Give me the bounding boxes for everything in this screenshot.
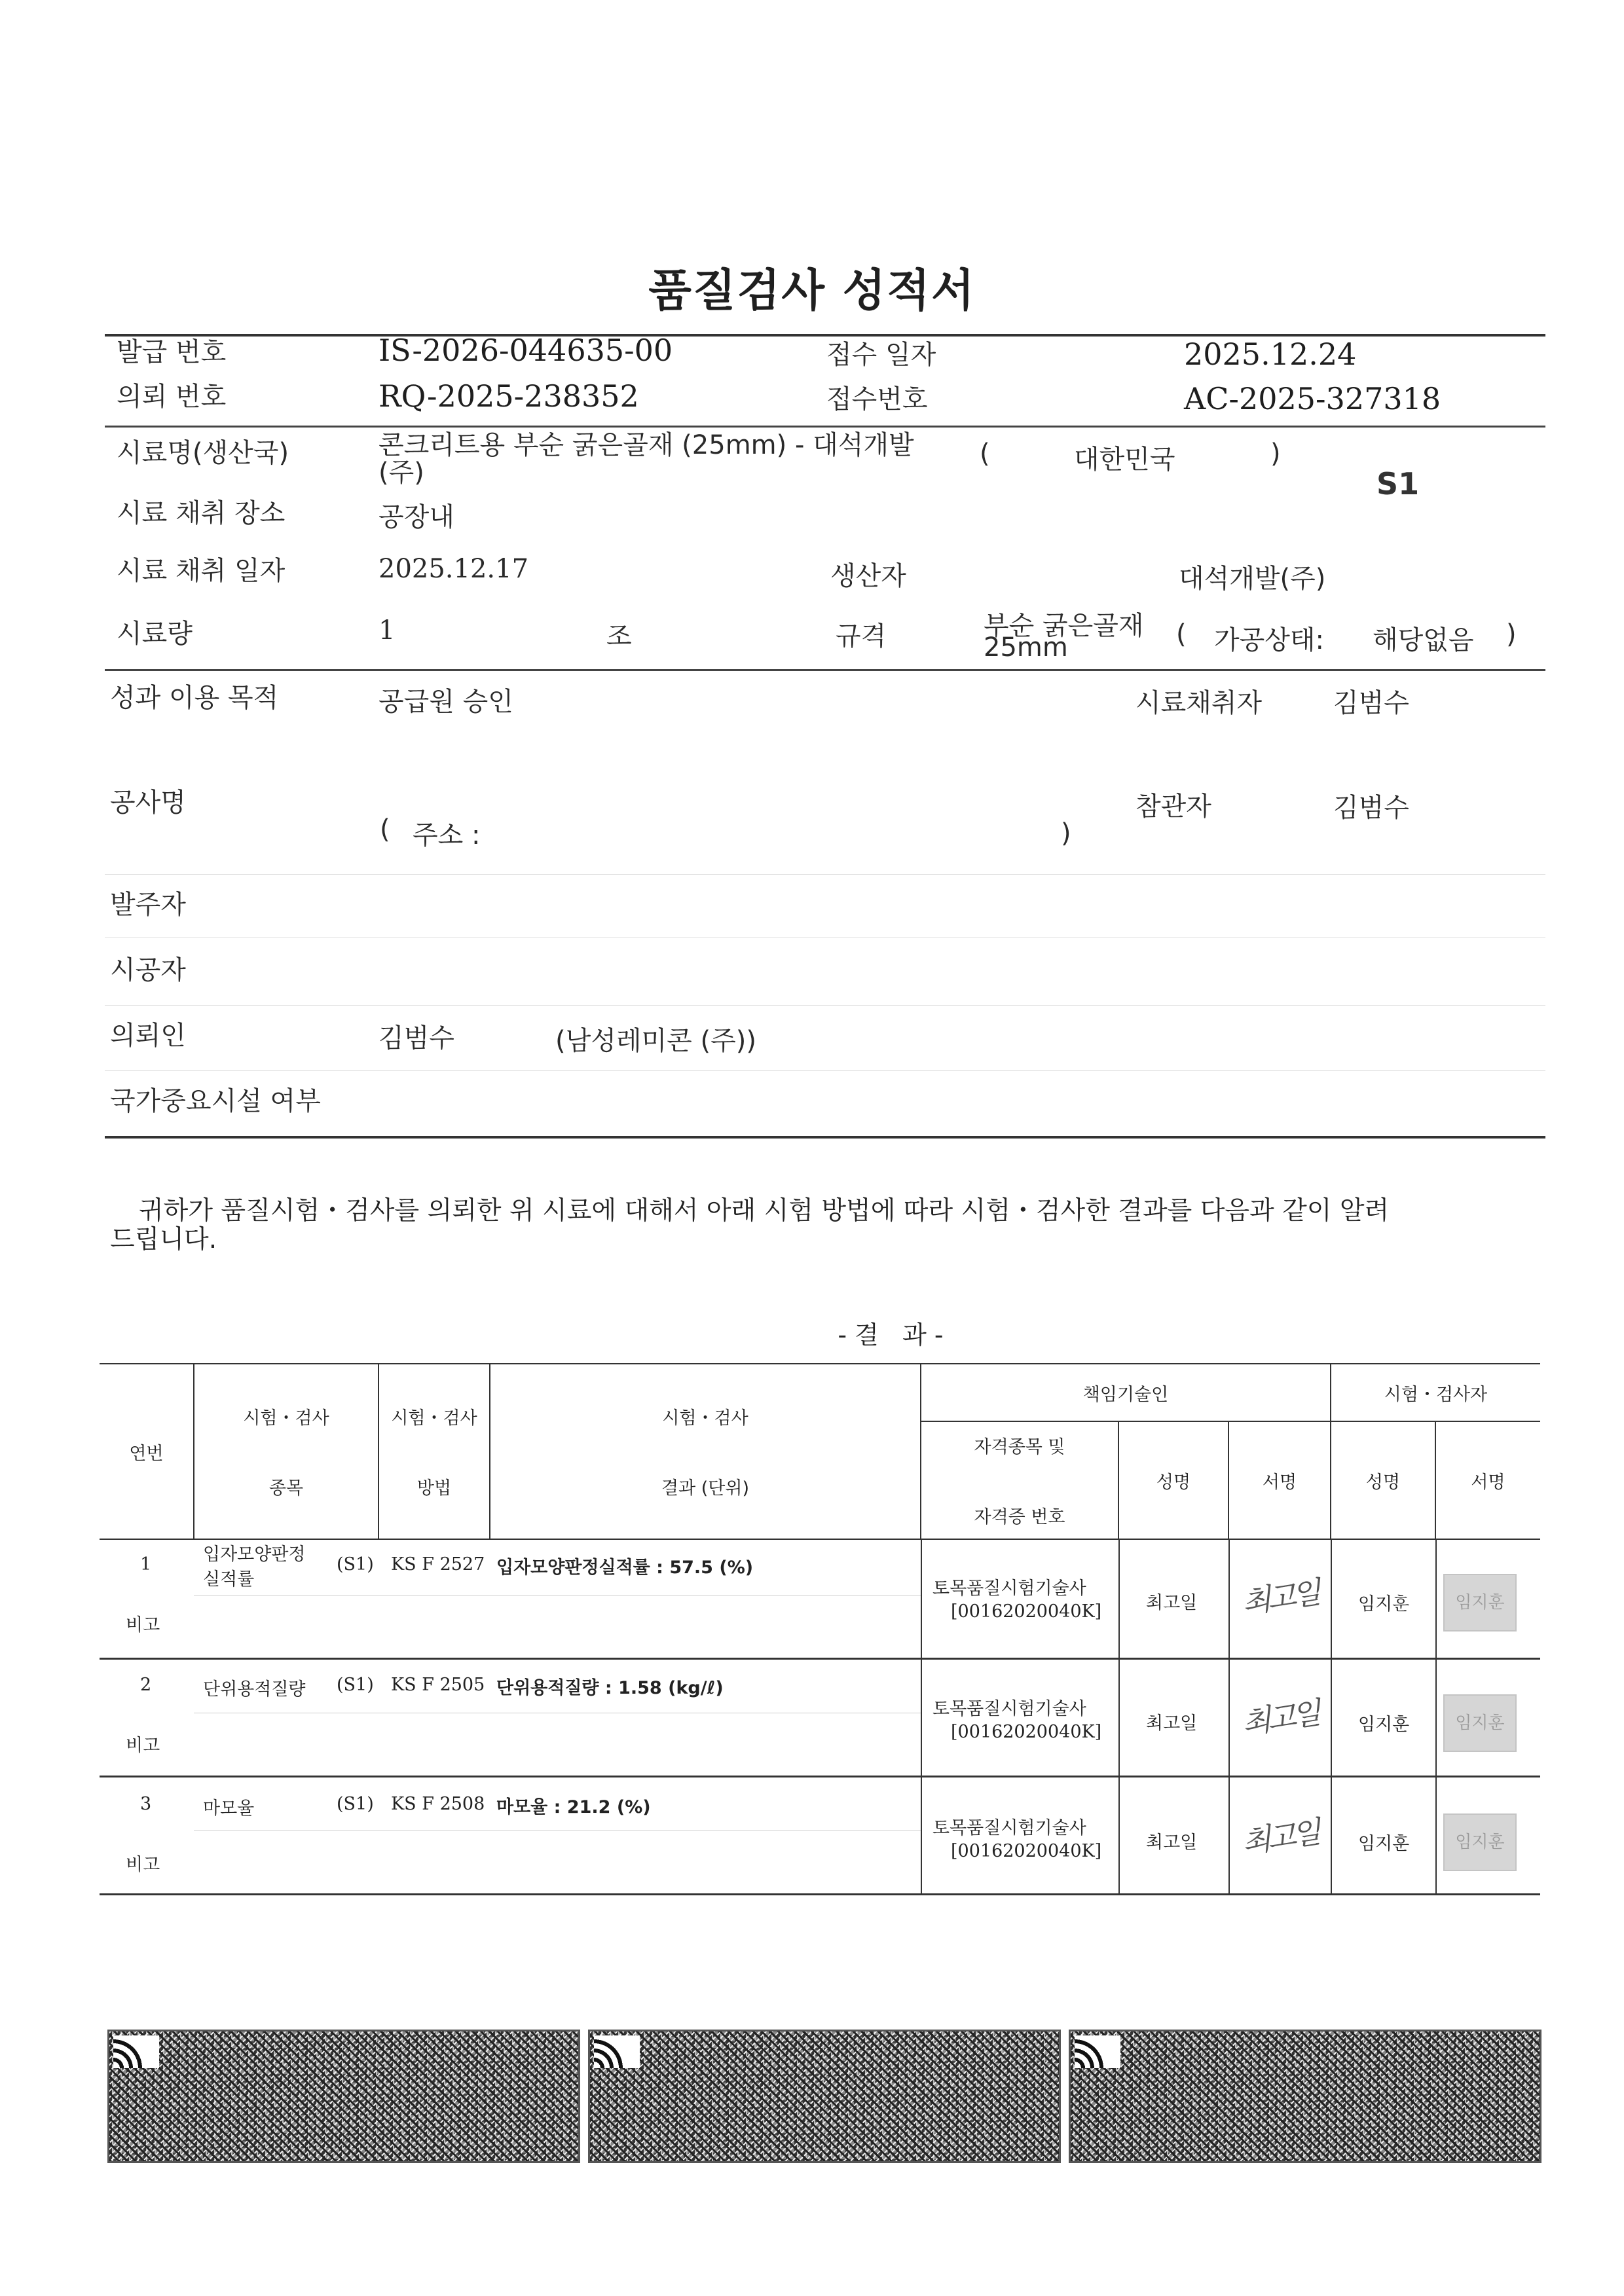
receipt-no-label: 접수번호: [826, 384, 928, 414]
row-sample: (S1): [337, 1794, 374, 1814]
row-license-no: [00162020040K]: [951, 1722, 1102, 1742]
tester-stamp: 임지훈: [1443, 1813, 1517, 1871]
observer: 김범수: [1333, 793, 1409, 823]
requester-company: (남성레미콘 (주)): [555, 1026, 756, 1056]
th-eng-name: 성명: [1118, 1421, 1228, 1539]
sample-date: 2025.12.17: [378, 554, 529, 584]
request-no: RQ-2025-238352: [378, 378, 639, 414]
producer: 대석개발(주): [1179, 564, 1326, 594]
row-tester-name: 임지훈: [1358, 1594, 1410, 1614]
rule-thin: [105, 1005, 1545, 1006]
sample-name-line1: 콘크리트용 부순 굵은골재 (25mm) - 대석개발: [378, 430, 914, 460]
row-license-no: [00162020040K]: [951, 1841, 1102, 1861]
th-item: [194, 1364, 378, 1539]
statement-line2: 드립니다.: [110, 1225, 217, 1254]
rule-bottom: [105, 1136, 1545, 1139]
sample-qty: 1: [378, 615, 396, 646]
document-title: 품질검사 성적서: [648, 265, 976, 317]
sample-code: S1: [1376, 466, 1420, 501]
sample-date-label: 시료 채취 일자: [117, 556, 286, 586]
table-row: [100, 1776, 1540, 1895]
row-qualification: 토목품질시험기술사: [932, 1578, 1086, 1599]
sample-place: 공장내: [378, 502, 454, 532]
spec-line1: 부순 굵은골재: [984, 611, 1144, 641]
engineer-signature: 최고일: [1240, 1695, 1320, 1741]
process-close: ): [1506, 619, 1517, 649]
purpose-label: 성과 이용 목적: [110, 683, 279, 713]
row-result: 마모율 : 21.2 (%): [496, 1797, 651, 1817]
row-remark: 비고: [126, 1615, 160, 1635]
th-engineer: 책임기술인: [921, 1364, 1331, 1421]
row-result: 단위용적질량 : 1.58 (kg/ℓ): [496, 1678, 724, 1698]
barcode-image: [588, 2030, 1061, 2163]
row-eng-name: 최고일: [1146, 1593, 1198, 1613]
row-tester-name: 임지훈: [1358, 1834, 1410, 1854]
country-close: ): [1270, 439, 1281, 469]
table-row: [100, 1658, 1540, 1777]
address-label: 주소 :: [413, 820, 481, 850]
row-result: 입자모양판정실적률 : 57.5 (%): [496, 1558, 754, 1578]
country: 대한민국: [1074, 445, 1175, 475]
results-table-header: [100, 1363, 1540, 1540]
row-method: KS F 2527: [391, 1554, 485, 1575]
issue-no: IS-2026-044635-00: [378, 333, 673, 368]
process-open: (: [1176, 619, 1187, 649]
th-item-top: 시험・검사: [243, 1408, 329, 1429]
rule-thin: [105, 1070, 1545, 1071]
table-row: [100, 1540, 1540, 1660]
th-qual-top: 자격종목 및: [974, 1437, 1065, 1457]
th-tester-name: 성명: [1331, 1421, 1435, 1539]
th-qual-bottom: 자격증 번호: [974, 1507, 1065, 1527]
country-open: (: [980, 439, 990, 469]
th-method: [378, 1364, 490, 1539]
engineer-signature: 최고일: [1240, 1814, 1320, 1860]
address-open: (: [380, 814, 390, 845]
requester: 김범수: [378, 1023, 454, 1053]
th-result: [490, 1364, 921, 1539]
th-item-bottom: 종목: [268, 1478, 304, 1499]
sample-name-label: 시료명(생산국): [117, 438, 289, 468]
row-sample: (S1): [337, 1554, 374, 1575]
sample-name-line2: (주): [378, 458, 424, 488]
th-eng-sign: 서명: [1228, 1421, 1331, 1539]
builder-label: 시공자: [110, 955, 186, 985]
row-remark: 비고: [126, 1736, 160, 1756]
spec-label: 규격: [836, 621, 887, 651]
receipt-date-label: 접수 일자: [826, 340, 936, 370]
rule: [105, 669, 1545, 671]
th-method-top: 시험・검사: [391, 1408, 477, 1429]
row-no: 1: [140, 1554, 152, 1575]
tester-stamp: 임지훈: [1443, 1574, 1517, 1631]
process-label: 가공상태:: [1214, 625, 1325, 655]
row-no: 2: [140, 1675, 152, 1695]
sample-place-label: 시료 채취 장소: [117, 498, 286, 528]
row-method: KS F 2508: [391, 1794, 485, 1814]
sampler: 김범수: [1333, 688, 1409, 718]
row-item-line1: 단위용적질량: [203, 1679, 306, 1700]
row-qualification: 토목품질시험기술사: [932, 1818, 1086, 1838]
sample-qty-unit: 조: [606, 621, 632, 651]
statement-line1: 귀하가 품질시험・검사를 의뢰한 위 시료에 대해서 아래 시험 방법에 따라 시험・검사한 결과를 다음과 같이 알려: [139, 1196, 1390, 1226]
orderer-label: 발주자: [110, 890, 186, 920]
row-qualification: 토목품질시험기술사: [932, 1699, 1086, 1719]
th-result-top: 시험・검사: [662, 1408, 748, 1429]
th-no: 연번: [100, 1364, 194, 1539]
rule-thin: [105, 874, 1545, 875]
row-method: KS F 2505: [391, 1675, 485, 1695]
address-close: ): [1061, 818, 1071, 848]
barcode-image: [107, 2030, 580, 2163]
row-tester-name: 임지훈: [1358, 1715, 1410, 1735]
results-heading: - 결 과 -: [838, 1321, 944, 1349]
row-item-line1: 입자모양판정: [203, 1544, 306, 1565]
engineer-signature: 최고일: [1240, 1575, 1320, 1620]
sample-qty-label: 시료량: [117, 619, 193, 649]
spec-line2: 25mm: [984, 632, 1068, 663]
receipt-date: 2025.12.24: [1184, 337, 1357, 372]
process-value: 해당없음: [1373, 625, 1474, 655]
th-method-bottom: 방법: [416, 1478, 452, 1499]
th-tester-sign: 서명: [1435, 1421, 1540, 1539]
row-remark: 비고: [126, 1855, 160, 1875]
tester-stamp: 임지훈: [1443, 1694, 1517, 1752]
th-tester: 시험・검사자: [1331, 1364, 1540, 1421]
row-license-no: [00162020040K]: [951, 1601, 1102, 1622]
row-eng-name: 최고일: [1146, 1713, 1198, 1734]
producer-label: 생산자: [830, 561, 906, 591]
purpose: 공급원 승인: [378, 687, 513, 717]
row-sample: (S1): [337, 1675, 374, 1695]
observer-label: 참관자: [1135, 792, 1211, 822]
row-item-line2: 실적률: [203, 1569, 255, 1590]
issue-no-label: 발급 번호: [117, 337, 227, 367]
row-item-line1: 마모율: [203, 1798, 255, 1819]
row-eng-name: 최고일: [1146, 1832, 1198, 1853]
requester-label: 의뢰인: [110, 1021, 186, 1051]
th-result-bottom: 결과 (단위): [661, 1478, 749, 1499]
row-no: 3: [140, 1794, 152, 1814]
request-no-label: 의뢰 번호: [117, 382, 227, 412]
national-facility-label: 국가중요시설 여부: [110, 1086, 321, 1116]
receipt-no: AC-2025-327318: [1184, 381, 1441, 416]
sampler-label: 시료채취자: [1135, 688, 1263, 718]
th-qualification: [921, 1421, 1118, 1539]
barcode-image: [1069, 2030, 1541, 2163]
project-label: 공사명: [110, 788, 186, 818]
